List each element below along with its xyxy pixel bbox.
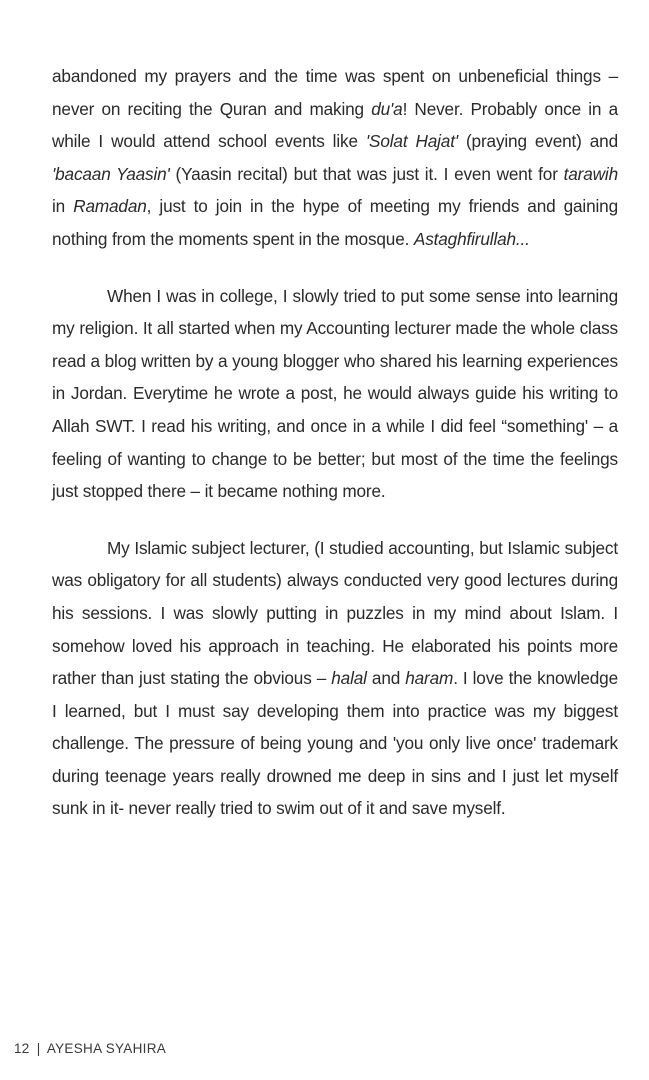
- author-name: AYESHA SYAHIRA: [46, 1041, 167, 1056]
- italic-text: tarawih: [563, 163, 618, 184]
- italic-text: Astaghfirullah...: [413, 228, 530, 249]
- text-run: , just to join in the hype of meeting my friends and gaining nothing from the moments spent in the mosque.: [52, 196, 618, 249]
- text-run: in: [52, 196, 74, 217]
- text-run: abandoned my prayers and the time was spent on unbeneficial things – never on reciting the Quran and making: [52, 66, 618, 119]
- text-run: My Islamic subject lecturer, (I studied accounting, but Islamic subject was obligatory for all students) always conducted very good lectures during his sessions. I was slowly putting in puzzles in my mind about Islam. I somehow loved his approach in teaching. He elaborated his points more rather than just stating the obvious –: [52, 537, 618, 689]
- italic-text: du'a: [371, 98, 403, 119]
- text-run: (praying event) and: [457, 131, 618, 152]
- paragraph: [52, 280, 618, 508]
- paragraph: [52, 532, 618, 825]
- italic-text: Ramadan: [73, 196, 147, 217]
- paragraph: [52, 60, 618, 256]
- page-number: 12: [14, 1041, 30, 1056]
- text-run: ! Never. Probably once in a while I would attend school events like: [52, 98, 618, 152]
- page-body: [52, 60, 618, 825]
- italic-text: 'bacaan Yaasin': [52, 163, 170, 184]
- text-run: (Yaasin recital) but that was just it. I even went for: [169, 163, 564, 184]
- footer-separator: |: [36, 1041, 41, 1056]
- page-footer: [14, 1041, 166, 1056]
- italic-text: haram: [405, 668, 454, 689]
- italic-text: halal: [331, 668, 367, 689]
- text-run: When I was in college, I slowly tried to put some sense into learning my religion. It all started when my Accounting lecturer made the whole class read a blog written by a young blogger who shared his learning experiences in Jordan. Everytime he wrote a post, he would always guide his writing to Allah SWT. I read his writing, and once in a while I did feel “something' – a feeling of wanting to change to be better; but most of the time the feelings just stopped there – it became nothing more.: [52, 285, 618, 502]
- italic-text: 'Solat Hajat': [365, 131, 458, 152]
- text-run: . I love the knowledge I learned, but I must say developing them into practice was my biggest challenge. The pressure of being young and 'you only live once' trademark during teenage years really drowned me deep in sins and I just let myself sunk in it- never really tried to swim out of it and save myself.: [52, 668, 619, 819]
- text-run: and: [366, 668, 406, 689]
